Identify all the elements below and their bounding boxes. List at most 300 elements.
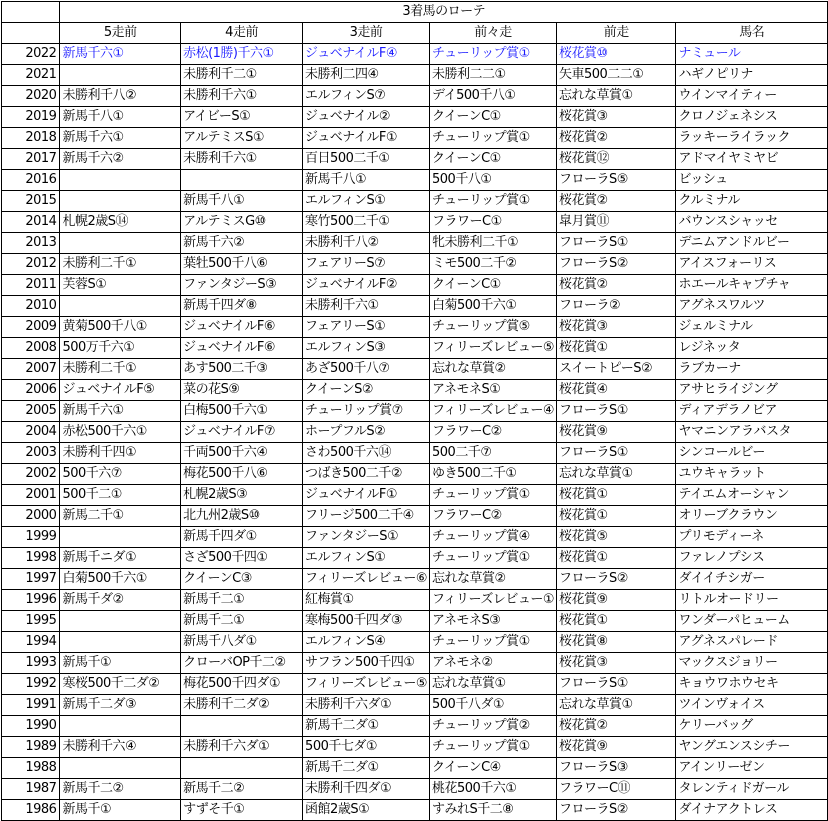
race-3-prior-cell[interactable]: 新馬千八① <box>303 170 430 191</box>
race-prior-cell[interactable]: フローラS② <box>556 800 675 821</box>
race-4-prior-cell[interactable]: クローバOP千二② <box>181 653 303 674</box>
race-5-prior-cell[interactable]: 芙蓉S① <box>60 275 181 296</box>
race-2-prior-cell[interactable]: チューリップ賞① <box>430 485 557 506</box>
race-prior-cell[interactable]: 桜花賞① <box>556 548 675 569</box>
year-cell[interactable]: 1997 <box>2 569 60 590</box>
horse-name-cell[interactable]: ワンダーパヒューム <box>676 611 828 632</box>
horse-name-cell[interactable]: アインリーゼン <box>676 758 828 779</box>
race-prior-cell[interactable]: 桜花賞⑤ <box>556 527 675 548</box>
horse-name-cell[interactable]: ダイイチシガー <box>676 569 828 590</box>
race-5-prior-cell[interactable] <box>60 716 181 737</box>
race-2-prior-cell[interactable]: アネモネS③ <box>430 611 557 632</box>
race-4-prior-cell[interactable]: 北九州2歳S⑩ <box>181 506 303 527</box>
race-3-prior-cell[interactable]: 未勝利千六ダ① <box>303 695 430 716</box>
race-3-prior-cell[interactable]: 未勝利千八② <box>303 233 430 254</box>
table-row <box>2 107 828 128</box>
race-3-prior-cell[interactable]: 寒竹500二千① <box>303 212 430 233</box>
table-row <box>2 275 828 296</box>
race-4-prior-cell[interactable]: ジュベナイルF⑥ <box>181 317 303 338</box>
year-cell[interactable]: 2005 <box>2 401 60 422</box>
race-2-prior-cell[interactable]: 500千八① <box>430 170 557 191</box>
table-row <box>2 779 828 800</box>
race-prior-cell[interactable]: 桜花賞① <box>556 611 675 632</box>
year-cell[interactable]: 1988 <box>2 758 60 779</box>
race-3-prior-cell[interactable]: ジュベナイル② <box>303 107 430 128</box>
year-cell[interactable]: 2010 <box>2 296 60 317</box>
table-row <box>2 380 828 401</box>
race-3-prior-cell[interactable]: ホープフルS② <box>303 422 430 443</box>
race-4-prior-cell[interactable]: 未勝利千二ダ② <box>181 695 303 716</box>
race-5-prior-cell[interactable]: 500千二① <box>60 485 181 506</box>
race-2-prior-cell[interactable]: チューリップ賞⑤ <box>430 317 557 338</box>
table-row <box>2 569 828 590</box>
table-row <box>2 464 828 485</box>
table-row <box>2 443 828 464</box>
horse-name-cell[interactable]: マックスジョリー <box>676 653 828 674</box>
table-row <box>2 527 828 548</box>
race-5-prior-cell[interactable]: 未勝利千八② <box>60 86 181 107</box>
race-4-prior-cell[interactable]: 梅花500千四ダ① <box>181 674 303 695</box>
race-5-prior-cell[interactable]: 新馬千二ダ③ <box>60 695 181 716</box>
header-3rd-prior: 3走前 <box>303 23 430 44</box>
race-5-prior-cell[interactable]: 新馬千八① <box>60 107 181 128</box>
race-3-prior-cell[interactable]: エルフィンS③ <box>303 338 430 359</box>
horse-name-cell[interactable]: ビッシュ <box>676 170 828 191</box>
race-4-prior-cell[interactable] <box>181 170 303 191</box>
year-cell[interactable]: 2001 <box>2 485 60 506</box>
race-5-prior-cell[interactable] <box>60 611 181 632</box>
year-cell[interactable]: 2011 <box>2 275 60 296</box>
table-row <box>2 338 828 359</box>
race-2-prior-cell[interactable]: 牝未勝利二千① <box>430 233 557 254</box>
table-row <box>2 485 828 506</box>
year-cell[interactable]: 2022 <box>2 44 60 65</box>
race-4-prior-cell[interactable]: 新馬千六② <box>181 233 303 254</box>
race-2-prior-cell[interactable]: フラワーC② <box>430 422 557 443</box>
race-prior-cell[interactable]: 桜花賞① <box>556 485 675 506</box>
race-4-prior-cell[interactable]: アルテミスS① <box>181 128 303 149</box>
header-horse-name: 馬名 <box>676 23 828 44</box>
horse-name-cell[interactable]: リトルオードリー <box>676 590 828 611</box>
corner-cell <box>2 2 60 23</box>
race-2-prior-cell[interactable]: フィリーズレビュー④ <box>430 401 557 422</box>
race-4-prior-cell[interactable]: アルテミスG⑩ <box>181 212 303 233</box>
race-5-prior-cell[interactable]: 未勝利二千① <box>60 254 181 275</box>
race-2-prior-cell[interactable]: クイーンC① <box>430 275 557 296</box>
race-4-prior-cell[interactable]: あす500二千③ <box>181 359 303 380</box>
horse-name-cell[interactable]: ダイナアクトレス <box>676 800 828 821</box>
year-cell[interactable]: 1989 <box>2 737 60 758</box>
table-row <box>2 611 828 632</box>
race-4-prior-cell[interactable]: 新馬千二① <box>181 611 303 632</box>
year-cell[interactable]: 1987 <box>2 779 60 800</box>
race-3-prior-cell[interactable]: ジュベナイルF② <box>303 275 430 296</box>
race-3-prior-cell[interactable]: フィリーズレビュー⑥ <box>303 569 430 590</box>
race-2-prior-cell[interactable]: アネモネ② <box>430 653 557 674</box>
race-2-prior-cell[interactable]: アネモネS① <box>430 380 557 401</box>
year-cell[interactable]: 1993 <box>2 653 60 674</box>
table-row <box>2 296 828 317</box>
race-prior-cell[interactable]: 桜花賞③ <box>556 653 675 674</box>
race-4-prior-cell[interactable]: 未勝利千二① <box>181 65 303 86</box>
race-3-prior-cell[interactable]: 新馬千二ダ① <box>303 758 430 779</box>
race-3-prior-cell[interactable]: 函館2歳S① <box>303 800 430 821</box>
horse-name-cell[interactable]: バウンスシャッセ <box>676 212 828 233</box>
race-prior-cell[interactable]: フローラS① <box>556 401 675 422</box>
race-prior-cell[interactable]: 皐月賞⑪ <box>556 212 675 233</box>
horse-name-cell[interactable]: ウインマイティー <box>676 86 828 107</box>
race-2-prior-cell[interactable]: 忘れな草賞② <box>430 359 557 380</box>
race-prior-cell[interactable]: フローラS② <box>556 569 675 590</box>
horse-name-cell[interactable]: キョウワホウセキ <box>676 674 828 695</box>
race-3-prior-cell[interactable]: ファンタジーS① <box>303 527 430 548</box>
race-3-prior-cell[interactable]: フェアリーS⑦ <box>303 254 430 275</box>
table-row <box>2 44 828 65</box>
table-row <box>2 401 828 422</box>
year-cell[interactable]: 2004 <box>2 422 60 443</box>
race-3-prior-cell[interactable]: あざ500千八⑦ <box>303 359 430 380</box>
race-2-prior-cell[interactable]: ゆき500二千① <box>430 464 557 485</box>
race-3-prior-cell[interactable]: つばき500二千② <box>303 464 430 485</box>
horse-name-cell[interactable]: ラッキーライラック <box>676 128 828 149</box>
race-2-prior-cell[interactable]: 桃花500千六① <box>430 779 557 800</box>
year-cell[interactable]: 1992 <box>2 674 60 695</box>
race-5-prior-cell[interactable]: 未勝利千四① <box>60 443 181 464</box>
race-2-prior-cell[interactable]: フィリーズレビュー① <box>430 590 557 611</box>
race-3-prior-cell[interactable]: 500千七ダ① <box>303 737 430 758</box>
race-3-prior-cell[interactable]: チューリップ賞⑦ <box>303 401 430 422</box>
race-prior-cell[interactable]: フローラS③ <box>556 758 675 779</box>
race-prior-cell[interactable]: フローラS⑤ <box>556 170 675 191</box>
horse-name-cell[interactable]: プリモディーネ <box>676 527 828 548</box>
race-5-prior-cell[interactable] <box>60 758 181 779</box>
race-5-prior-cell[interactable] <box>60 65 181 86</box>
year-cell[interactable]: 2019 <box>2 107 60 128</box>
race-prior-cell[interactable]: 忘れな草賞① <box>556 464 675 485</box>
horse-name-cell[interactable]: タレンティドガール <box>676 779 828 800</box>
year-cell[interactable]: 2021 <box>2 65 60 86</box>
year-cell[interactable]: 2006 <box>2 380 60 401</box>
year-cell[interactable]: 2000 <box>2 506 60 527</box>
horse-name-cell[interactable]: ディアデラノビア <box>676 401 828 422</box>
year-cell[interactable]: 2016 <box>2 170 60 191</box>
horse-name-cell[interactable]: ツインヴォイス <box>676 695 828 716</box>
race-2-prior-cell[interactable]: チューリップ賞① <box>430 632 557 653</box>
table-row <box>2 317 828 338</box>
race-prior-cell[interactable]: 矢車500二二① <box>556 65 675 86</box>
table-row <box>2 254 828 275</box>
horse-name-cell[interactable]: テイエムオーシャン <box>676 485 828 506</box>
race-5-prior-cell[interactable] <box>60 233 181 254</box>
race-3-prior-cell[interactable]: 寒梅500千四ダ③ <box>303 611 430 632</box>
year-cell[interactable]: 1990 <box>2 716 60 737</box>
race-2-prior-cell[interactable]: デイ500千八① <box>430 86 557 107</box>
race-4-prior-cell[interactable]: 未勝利千六① <box>181 86 303 107</box>
race-2-prior-cell[interactable]: フィリーズレビュー⑤ <box>430 338 557 359</box>
race-3-prior-cell[interactable]: ジュベナイルF① <box>303 128 430 149</box>
horse-name-cell[interactable]: ヤングエンスシチー <box>676 737 828 758</box>
rotation-table <box>1 1 828 821</box>
race-2-prior-cell[interactable]: チューリップ賞② <box>430 716 557 737</box>
year-cell[interactable]: 2012 <box>2 254 60 275</box>
race-prior-cell[interactable]: フラワーC⑪ <box>556 779 675 800</box>
table-row <box>2 128 828 149</box>
race-3-prior-cell[interactable]: フェアリーS① <box>303 317 430 338</box>
horse-name-cell[interactable]: アイスフォーリス <box>676 254 828 275</box>
year-cell[interactable]: 1995 <box>2 611 60 632</box>
race-2-prior-cell[interactable]: チューリップ賞① <box>430 191 557 212</box>
horse-name-cell[interactable]: クロノジェネシス <box>676 107 828 128</box>
race-4-prior-cell[interactable]: さざ500千四① <box>181 548 303 569</box>
race-2-prior-cell[interactable]: フラワーC① <box>430 212 557 233</box>
race-5-prior-cell[interactable]: 500千六⑦ <box>60 464 181 485</box>
race-4-prior-cell[interactable]: 菜の花S⑨ <box>181 380 303 401</box>
race-3-prior-cell[interactable]: エルフィンS⑦ <box>303 86 430 107</box>
race-5-prior-cell[interactable]: ジュベナイルF⑤ <box>60 380 181 401</box>
race-4-prior-cell[interactable]: ジュベナイルF⑦ <box>181 422 303 443</box>
year-cell[interactable]: 2017 <box>2 149 60 170</box>
year-cell[interactable]: 2003 <box>2 443 60 464</box>
race-prior-cell[interactable]: 桜花賞② <box>556 275 675 296</box>
race-3-prior-cell[interactable]: フィリーズレビュー⑤ <box>303 674 430 695</box>
horse-name-cell[interactable]: アグネスワルツ <box>676 296 828 317</box>
race-prior-cell[interactable]: 桜花賞⑨ <box>556 422 675 443</box>
race-3-prior-cell[interactable]: 新馬千二ダ① <box>303 716 430 737</box>
race-prior-cell[interactable]: 桜花賞⑧ <box>556 632 675 653</box>
race-2-prior-cell[interactable]: チューリップ賞④ <box>430 527 557 548</box>
year-cell[interactable]: 2007 <box>2 359 60 380</box>
race-5-prior-cell[interactable]: 新馬千六② <box>60 149 181 170</box>
race-2-prior-cell[interactable]: 忘れな草賞① <box>430 674 557 695</box>
race-5-prior-cell[interactable]: 新馬千① <box>60 800 181 821</box>
race-4-prior-cell[interactable]: 千両500千六④ <box>181 443 303 464</box>
race-prior-cell[interactable]: フローラ② <box>556 296 675 317</box>
race-4-prior-cell[interactable]: 赤松(1勝)千六① <box>181 44 303 65</box>
table-row <box>2 212 828 233</box>
race-3-prior-cell[interactable]: エルフィンS① <box>303 548 430 569</box>
race-2-prior-cell[interactable]: チューリップ賞① <box>430 44 557 65</box>
race-2-prior-cell[interactable]: チューリップ賞① <box>430 128 557 149</box>
table-row <box>2 422 828 443</box>
race-4-prior-cell[interactable]: 白梅500千六① <box>181 401 303 422</box>
race-5-prior-cell[interactable]: 新馬千六① <box>60 44 181 65</box>
race-5-prior-cell[interactable]: 新馬千① <box>60 653 181 674</box>
race-4-prior-cell[interactable]: 新馬千二② <box>181 779 303 800</box>
year-cell[interactable]: 2018 <box>2 128 60 149</box>
table-row <box>2 506 828 527</box>
race-5-prior-cell[interactable]: 黄菊500千八① <box>60 317 181 338</box>
race-prior-cell[interactable]: 桜花賞⑨ <box>556 737 675 758</box>
race-2-prior-cell[interactable]: 未勝利二二① <box>430 65 557 86</box>
race-5-prior-cell[interactable]: 500万千六① <box>60 338 181 359</box>
horse-name-cell[interactable]: ホエールキャプチャ <box>676 275 828 296</box>
race-2-prior-cell[interactable]: ミモ500二千② <box>430 254 557 275</box>
race-4-prior-cell[interactable] <box>181 758 303 779</box>
table-row <box>2 233 828 254</box>
race-5-prior-cell[interactable] <box>60 296 181 317</box>
horse-name-cell[interactable]: アドマイヤミヤビ <box>676 149 828 170</box>
race-prior-cell[interactable]: スイートピーS② <box>556 359 675 380</box>
year-cell[interactable]: 2009 <box>2 317 60 338</box>
race-4-prior-cell[interactable]: アイビーS① <box>181 107 303 128</box>
race-5-prior-cell[interactable]: 新馬千六① <box>60 401 181 422</box>
horse-name-cell[interactable]: アグネスパレード <box>676 632 828 653</box>
race-3-prior-cell[interactable]: 未勝利二四④ <box>303 65 430 86</box>
race-4-prior-cell[interactable]: 梅花500千八⑥ <box>181 464 303 485</box>
race-prior-cell[interactable]: 桜花賞⑩ <box>556 44 675 65</box>
race-prior-cell[interactable]: フローラS① <box>556 674 675 695</box>
horse-name-cell[interactable]: ヤマニンアラバスタ <box>676 422 828 443</box>
race-prior-cell[interactable]: フローラS① <box>556 443 675 464</box>
race-prior-cell[interactable]: 桜花賞② <box>556 716 675 737</box>
year-cell[interactable]: 1999 <box>2 527 60 548</box>
race-3-prior-cell[interactable]: 未勝利千六① <box>303 296 430 317</box>
year-cell[interactable]: 2020 <box>2 86 60 107</box>
race-2-prior-cell[interactable]: クイーンC④ <box>430 758 557 779</box>
race-2-prior-cell[interactable]: チューリップ賞① <box>430 548 557 569</box>
table-row <box>2 65 828 86</box>
race-5-prior-cell[interactable]: 新馬千六① <box>60 128 181 149</box>
race-prior-cell[interactable]: 桜花賞② <box>556 191 675 212</box>
horse-name-cell[interactable]: デニムアンドルビー <box>676 233 828 254</box>
year-cell[interactable]: 2002 <box>2 464 60 485</box>
race-4-prior-cell[interactable]: 新馬千八① <box>181 191 303 212</box>
race-prior-cell[interactable]: 桜花賞③ <box>556 317 675 338</box>
race-3-prior-cell[interactable]: ジュベナイルF① <box>303 485 430 506</box>
race-5-prior-cell[interactable]: 白菊500千六① <box>60 569 181 590</box>
horse-name-cell[interactable]: クルミナル <box>676 191 828 212</box>
year-cell[interactable]: 1991 <box>2 695 60 716</box>
race-prior-cell[interactable]: 桜花賞② <box>556 128 675 149</box>
race-4-prior-cell[interactable]: 未勝利千六ダ① <box>181 737 303 758</box>
race-prior-cell[interactable]: 桜花賞⑫ <box>556 149 675 170</box>
race-2-prior-cell[interactable]: チューリップ賞① <box>430 737 557 758</box>
race-prior-cell[interactable]: 忘れな草賞① <box>556 86 675 107</box>
horse-name-cell[interactable]: ユウキャラット <box>676 464 828 485</box>
race-4-prior-cell[interactable]: クイーンC③ <box>181 569 303 590</box>
race-prior-cell[interactable]: フローラS① <box>556 233 675 254</box>
race-4-prior-cell[interactable]: すずそ千① <box>181 800 303 821</box>
race-5-prior-cell[interactable] <box>60 170 181 191</box>
race-prior-cell[interactable]: 忘れな草賞① <box>556 695 675 716</box>
table-row <box>2 149 828 170</box>
race-2-prior-cell[interactable]: フラワーC② <box>430 506 557 527</box>
race-4-prior-cell[interactable]: 新馬千四ダ① <box>181 527 303 548</box>
year-cell[interactable]: 2014 <box>2 212 60 233</box>
table-row <box>2 359 828 380</box>
header-5th-prior: 5走前 <box>60 23 181 44</box>
race-3-prior-cell[interactable]: クイーンS② <box>303 380 430 401</box>
race-3-prior-cell[interactable]: さわ500千六⑭ <box>303 443 430 464</box>
table-row <box>2 86 828 107</box>
race-4-prior-cell[interactable]: 新馬千八ダ① <box>181 632 303 653</box>
year-cell[interactable]: 1998 <box>2 548 60 569</box>
horse-name-cell[interactable]: ラブカーナ <box>676 359 828 380</box>
race-5-prior-cell[interactable]: 新馬千ニダ① <box>60 548 181 569</box>
horse-name-cell[interactable]: ファレノプシス <box>676 548 828 569</box>
race-3-prior-cell[interactable]: エルフィンS① <box>303 191 430 212</box>
table-row <box>2 695 828 716</box>
horse-name-cell[interactable]: ジェルミナル <box>676 317 828 338</box>
year-cell[interactable]: 1996 <box>2 590 60 611</box>
race-5-prior-cell[interactable] <box>60 191 181 212</box>
race-4-prior-cell[interactable]: ジュベナイルF⑥ <box>181 338 303 359</box>
race-5-prior-cell[interactable]: 未勝利二千① <box>60 359 181 380</box>
horse-name-cell[interactable]: ケリーバッグ <box>676 716 828 737</box>
race-4-prior-cell[interactable]: 未勝利千六① <box>181 149 303 170</box>
race-2-prior-cell[interactable]: 忘れな草賞② <box>430 569 557 590</box>
year-cell[interactable]: 1994 <box>2 632 60 653</box>
race-5-prior-cell[interactable]: 寒桜500千二ダ② <box>60 674 181 695</box>
header-2nd-prior: 前々走 <box>430 23 557 44</box>
header-row <box>2 23 828 44</box>
race-2-prior-cell[interactable]: 500千八ダ① <box>430 695 557 716</box>
horse-name-cell[interactable]: アサヒライジング <box>676 380 828 401</box>
race-4-prior-cell[interactable]: 葉牡500千八⑥ <box>181 254 303 275</box>
race-prior-cell[interactable]: 桜花賞① <box>556 338 675 359</box>
race-prior-cell[interactable]: 桜花賞⑨ <box>556 590 675 611</box>
race-3-prior-cell[interactable]: 紅梅賞① <box>303 590 430 611</box>
race-4-prior-cell[interactable]: 新馬千四ダ⑧ <box>181 296 303 317</box>
race-prior-cell[interactable]: 桜花賞④ <box>556 380 675 401</box>
race-prior-cell[interactable]: フローラS② <box>556 254 675 275</box>
race-4-prior-cell[interactable]: 新馬千二① <box>181 590 303 611</box>
race-3-prior-cell[interactable]: 未勝利千四ダ① <box>303 779 430 800</box>
horse-name-cell[interactable]: レジネッタ <box>676 338 828 359</box>
race-5-prior-cell[interactable]: 赤松500千六① <box>60 422 181 443</box>
race-5-prior-cell[interactable] <box>60 527 181 548</box>
race-2-prior-cell[interactable]: すみれS千二⑧ <box>430 800 557 821</box>
race-prior-cell[interactable]: 桜花賞③ <box>556 107 675 128</box>
race-3-prior-cell[interactable]: サフラン500千四① <box>303 653 430 674</box>
race-2-prior-cell[interactable]: 白菊500千六① <box>430 296 557 317</box>
race-3-prior-cell[interactable]: 百日500二千① <box>303 149 430 170</box>
race-3-prior-cell[interactable]: エルフィンS④ <box>303 632 430 653</box>
race-prior-cell[interactable]: 桜花賞① <box>556 506 675 527</box>
table-row <box>2 800 828 821</box>
race-2-prior-cell[interactable]: 500二千⑦ <box>430 443 557 464</box>
race-2-prior-cell[interactable]: クイーンC① <box>430 107 557 128</box>
horse-name-cell[interactable]: ハギノピリナ <box>676 65 828 86</box>
race-5-prior-cell[interactable] <box>60 632 181 653</box>
table-row <box>2 674 828 695</box>
race-4-prior-cell[interactable]: ファンタジーS③ <box>181 275 303 296</box>
year-cell[interactable]: 1986 <box>2 800 60 821</box>
table-row <box>2 170 828 191</box>
header-prior: 前走 <box>556 23 675 44</box>
horse-name-cell[interactable]: シンコールビー <box>676 443 828 464</box>
year-cell[interactable]: 2008 <box>2 338 60 359</box>
horse-name-cell[interactable]: オリーブクラウン <box>676 506 828 527</box>
year-cell[interactable]: 2013 <box>2 233 60 254</box>
year-cell[interactable]: 2015 <box>2 191 60 212</box>
race-3-prior-cell[interactable]: ジュベナイルF④ <box>303 44 430 65</box>
horse-name-cell[interactable]: ナミュール <box>676 44 828 65</box>
race-2-prior-cell[interactable]: クイーンC① <box>430 149 557 170</box>
race-5-prior-cell[interactable]: 未勝利千六④ <box>60 737 181 758</box>
race-5-prior-cell[interactable]: 新馬二千① <box>60 506 181 527</box>
table-row <box>2 590 828 611</box>
race-5-prior-cell[interactable]: 札幌2歳S⑭ <box>60 212 181 233</box>
table-row <box>2 758 828 779</box>
race-5-prior-cell[interactable]: 新馬千二② <box>60 779 181 800</box>
table-title: 3着馬のローテ <box>60 2 828 23</box>
race-3-prior-cell[interactable]: フリージ500二千④ <box>303 506 430 527</box>
race-5-prior-cell[interactable]: 新馬千ダ② <box>60 590 181 611</box>
race-4-prior-cell[interactable]: 札幌2歳S③ <box>181 485 303 506</box>
table-row <box>2 632 828 653</box>
race-4-prior-cell[interactable] <box>181 716 303 737</box>
